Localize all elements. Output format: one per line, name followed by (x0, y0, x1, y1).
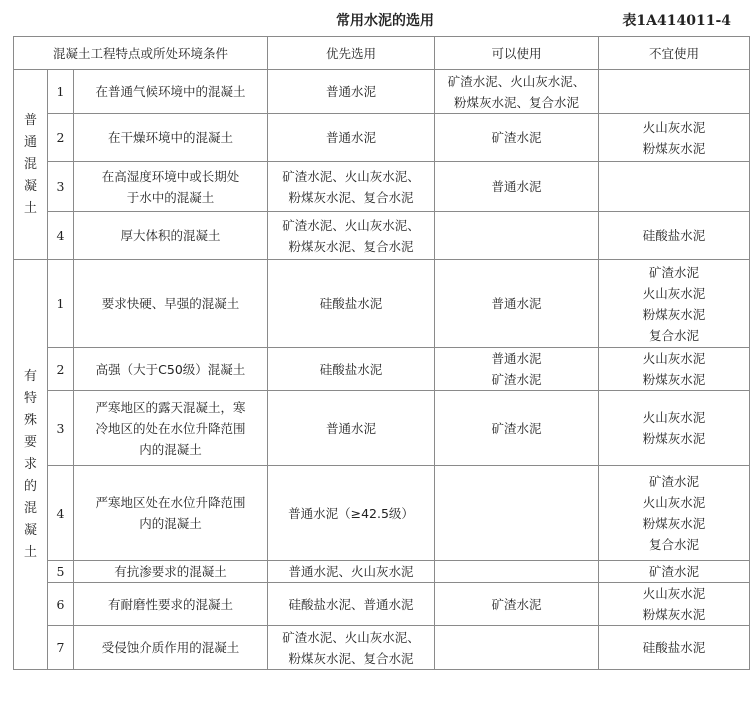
table-row (14, 466, 750, 561)
condition-cell (74, 114, 268, 162)
preferred-cell-line: 普通水泥、火山灰水泥 (288, 564, 414, 579)
preferred-cell-line: 普通水泥 (325, 130, 376, 145)
unsuitable-cell-line: 火山灰水泥 (642, 410, 706, 425)
table-row (14, 162, 750, 212)
unsuitable-cell-line: 粉煤灰水泥 (642, 372, 706, 387)
group-label (14, 260, 48, 670)
usable-cell (435, 583, 599, 626)
usable-cell (435, 348, 599, 391)
table-row (14, 212, 750, 260)
usable-cell-line: 普通水泥 (491, 296, 542, 311)
preferred-cell-line: 硅酸盐水泥、普通水泥 (288, 596, 414, 612)
table-number: 表1A414011-4 (622, 13, 731, 29)
unsuitable-cell (599, 212, 750, 260)
unsuitable-cell-line: 粉煤灰水泥 (642, 306, 706, 322)
unsuitable-cell (599, 114, 750, 162)
unsuitable-cell (599, 583, 750, 626)
header-unsuitable: 不宜使用 (599, 37, 750, 70)
preferred-cell-line: 矿渣水泥、火山灰水泥、 (282, 217, 420, 233)
usable-cell (435, 212, 599, 260)
condition-cell (74, 626, 268, 670)
row-number: 2 (48, 114, 74, 162)
unsuitable-cell-line: 矿渣水泥 (648, 474, 699, 489)
condition-cell-line: 严寒地区的露天混凝土，寒 (95, 399, 246, 415)
preferred-cell-line: 粉煤灰水泥、复合水泥 (288, 238, 414, 254)
unsuitable-cell-line: 火山灰水泥 (642, 285, 706, 301)
usable-cell-line: 矿渣水泥 (491, 372, 542, 387)
table-row (14, 114, 750, 162)
group-label-text: 普通混凝土 (23, 112, 37, 216)
row-number: 5 (48, 561, 74, 583)
preferred-cell (268, 466, 435, 561)
preferred-cell (268, 212, 435, 260)
unsuitable-cell-line: 复合水泥 (648, 537, 699, 552)
table-row (14, 561, 750, 583)
condition-cell (74, 212, 268, 260)
preferred-cell (268, 583, 435, 626)
preferred-cell-line: 硅酸盐水泥 (319, 361, 383, 377)
preferred-cell (268, 114, 435, 162)
usable-cell (435, 626, 599, 670)
preferred-cell-line: 粉煤灰水泥、复合水泥 (288, 650, 414, 666)
condition-cell-line: 内的混凝土 (139, 516, 202, 531)
usable-cell (435, 162, 599, 212)
row-number: 4 (48, 466, 74, 561)
usable-cell-line: 普通水泥 (491, 351, 542, 366)
preferred-cell-line: 矿渣水泥、火山灰水泥、 (282, 629, 420, 645)
usable-cell (435, 391, 599, 466)
row-number: 3 (48, 162, 74, 212)
header-preferred: 优先选用 (268, 37, 435, 70)
row-number: 1 (48, 260, 74, 348)
unsuitable-cell (599, 260, 750, 348)
condition-cell (74, 391, 268, 466)
usable-cell-line: 矿渣水泥 (491, 596, 542, 612)
condition-cell (74, 260, 268, 348)
unsuitable-cell-line: 矿渣水泥 (648, 564, 699, 579)
preferred-cell (268, 391, 435, 466)
preferred-cell-line: 普通水泥（≥42.5级） (288, 505, 414, 521)
preferred-cell-line: 普通水泥 (325, 84, 376, 99)
usable-cell (435, 561, 599, 583)
row-number: 1 (48, 70, 74, 114)
usable-cell-line: 矿渣水泥、火山灰水泥、 (447, 73, 586, 89)
unsuitable-cell-line: 火山灰水泥 (642, 351, 706, 366)
condition-cell (74, 348, 268, 391)
usable-cell-line: 矿渣水泥 (491, 420, 542, 436)
condition-cell-line: 于水中的混凝土 (126, 189, 215, 205)
preferred-cell-line: 粉煤灰水泥、复合水泥 (288, 189, 414, 205)
unsuitable-cell-line: 矿渣水泥 (648, 264, 699, 280)
condition-cell-line: 高强（大于C50级）混凝土 (95, 361, 246, 377)
preferred-cell (268, 626, 435, 670)
condition-cell (74, 162, 268, 212)
row-number: 4 (48, 212, 74, 260)
condition-cell-line: 在高湿度环境中或长期处 (101, 168, 240, 184)
unsuitable-cell (599, 348, 750, 391)
unsuitable-cell (599, 626, 750, 670)
usable-cell (435, 114, 599, 162)
condition-cell-line: 要求快硬、早强的混凝土 (101, 296, 240, 311)
usable-cell (435, 70, 599, 114)
condition-cell-line: 受侵蚀介质作用的混凝土 (101, 640, 240, 655)
unsuitable-cell (599, 162, 750, 212)
header-row (14, 37, 750, 70)
preferred-cell-line: 硅酸盐水泥 (319, 296, 383, 311)
condition-cell-line: 有抗渗要求的混凝土 (114, 564, 227, 579)
condition-cell-line: 严寒地区处在水位升降范围 (95, 495, 246, 510)
preferred-cell (268, 260, 435, 348)
condition-cell-line: 冷地区的处在水位升降范围 (95, 420, 246, 436)
header-usable: 可以使用 (435, 37, 599, 70)
condition-cell (74, 583, 268, 626)
unsuitable-cell-line: 粉煤灰水泥 (642, 431, 706, 446)
condition-cell (74, 561, 268, 583)
table-body (14, 70, 750, 670)
unsuitable-cell-line: 火山灰水泥 (642, 119, 706, 135)
table-row (14, 583, 750, 626)
preferred-cell (268, 162, 435, 212)
table-row (14, 348, 750, 391)
group-label (14, 70, 48, 260)
row-number: 2 (48, 348, 74, 391)
condition-cell-line: 有耐磨性要求的混凝土 (107, 596, 233, 612)
usable-cell-line: 粉煤灰水泥、复合水泥 (453, 94, 579, 110)
unsuitable-cell-line: 粉煤灰水泥 (642, 607, 706, 622)
unsuitable-cell-line: 火山灰水泥 (642, 586, 706, 601)
preferred-cell (268, 348, 435, 391)
unsuitable-cell (599, 70, 750, 114)
table-row (14, 626, 750, 670)
usable-cell (435, 260, 599, 348)
row-number: 6 (48, 583, 74, 626)
row-number: 7 (48, 626, 74, 670)
condition-cell (74, 70, 268, 114)
unsuitable-cell-line: 粉煤灰水泥 (642, 140, 706, 156)
unsuitable-cell (599, 561, 750, 583)
unsuitable-cell-line: 粉煤灰水泥 (642, 516, 706, 531)
table-row (14, 70, 750, 114)
condition-cell-line: 内的混凝土 (139, 441, 202, 457)
preferred-cell (268, 70, 435, 114)
usable-cell-line: 矿渣水泥 (491, 130, 542, 145)
table-row (14, 260, 750, 348)
cement-selection-table (13, 36, 750, 670)
preferred-cell-line: 矿渣水泥、火山灰水泥、 (282, 168, 420, 184)
condition-cell-line: 在普通气候环境中的混凝土 (95, 84, 246, 99)
preferred-cell (268, 561, 435, 583)
table-title: 常用水泥的选用 (336, 13, 434, 29)
row-number: 3 (48, 391, 74, 466)
usable-cell (435, 466, 599, 561)
unsuitable-cell-line: 火山灰水泥 (642, 495, 706, 510)
unsuitable-cell-line: 硅酸盐水泥 (642, 640, 706, 655)
unsuitable-cell (599, 391, 750, 466)
usable-cell-line: 普通水泥 (491, 179, 542, 194)
unsuitable-cell (599, 466, 750, 561)
unsuitable-cell-line: 硅酸盐水泥 (642, 228, 706, 243)
condition-cell-line: 厚大体积的混凝土 (120, 228, 221, 243)
table-row (14, 391, 750, 466)
condition-cell-line: 在干燥环境中的混凝土 (107, 130, 233, 145)
group-label-text: 有特殊要求的混凝土 (23, 368, 37, 560)
header-condition: 混凝土工程特点或所处环境条件 (14, 37, 268, 70)
table-caption (0, 10, 755, 32)
unsuitable-cell-line: 复合水泥 (648, 327, 699, 343)
condition-cell (74, 466, 268, 561)
preferred-cell-line: 普通水泥 (325, 420, 376, 436)
